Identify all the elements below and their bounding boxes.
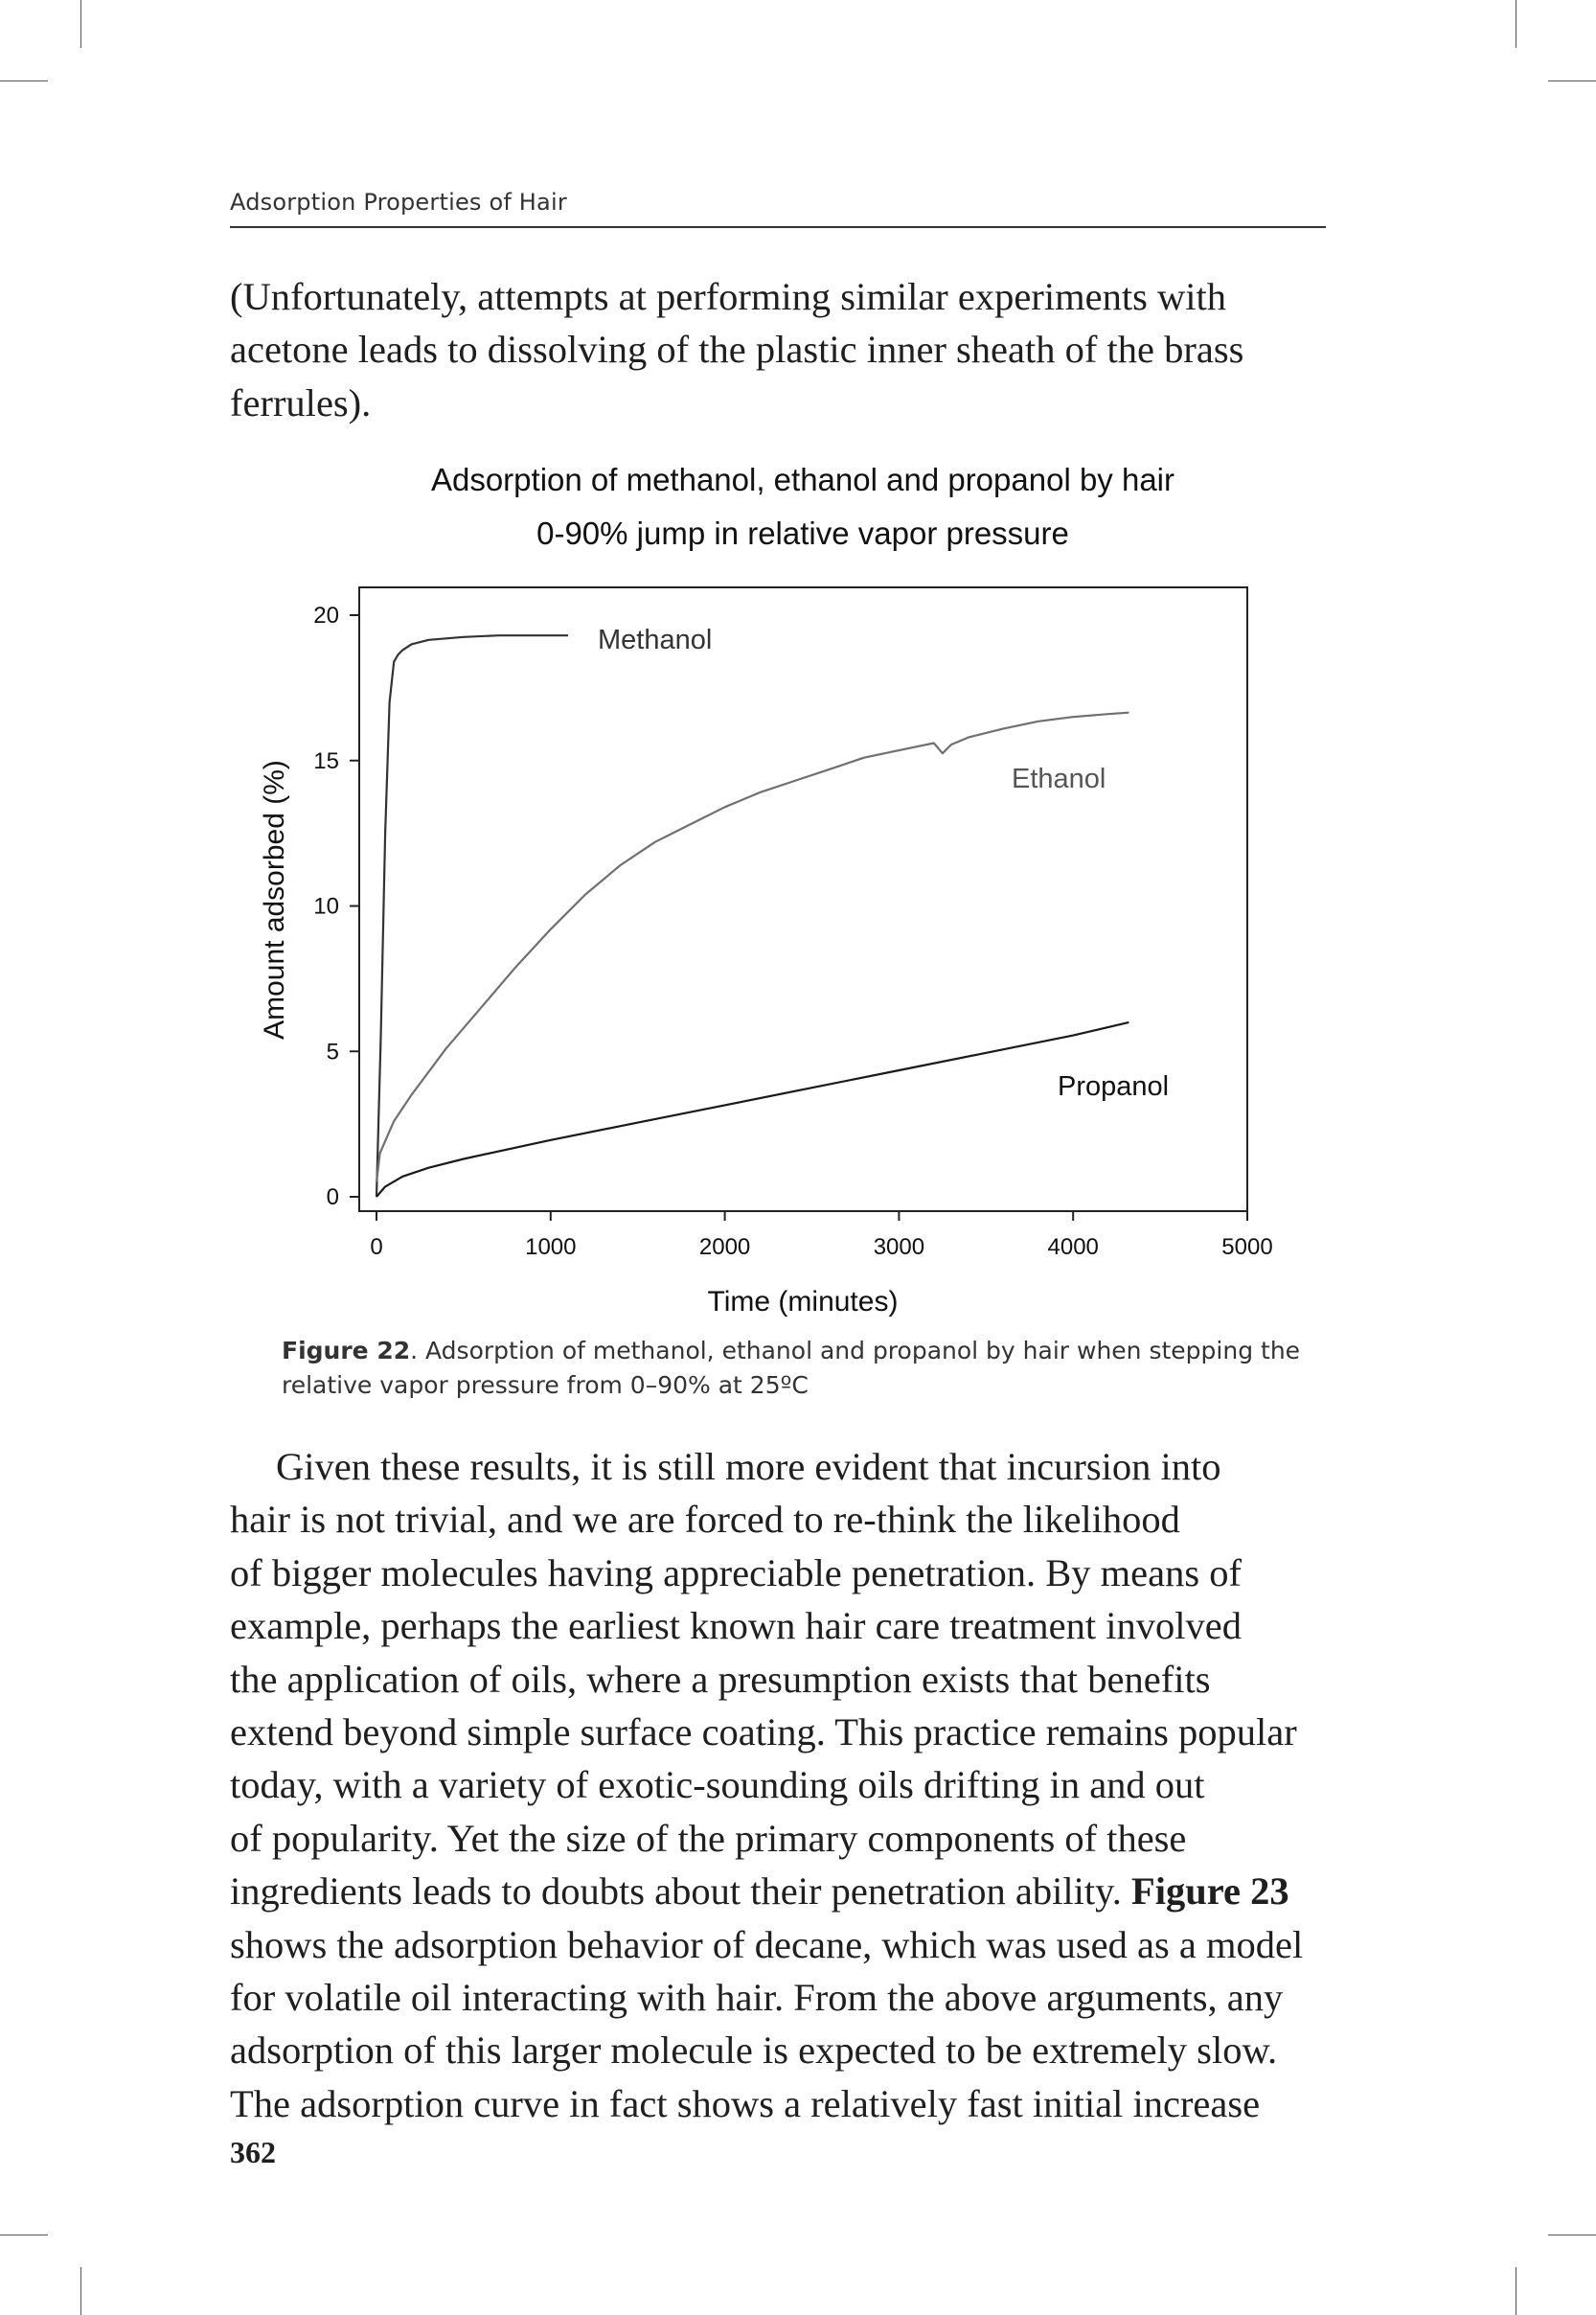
y-tick-label: 10	[313, 893, 339, 920]
chart-title: Adsorption of methanol, ethanol and propanol by hair	[430, 462, 1175, 497]
paragraph-main	[230, 1440, 1332, 2130]
crop-mark	[1548, 80, 1596, 81]
crop-mark	[80, 0, 81, 48]
x-tick-label: 5000	[1221, 1234, 1273, 1260]
plot-frame	[359, 587, 1247, 1211]
y-axis	[313, 603, 359, 1210]
text-line: ferrules).	[230, 380, 372, 424]
caption-line: relative vapor pressure from 0–90% at 25ºC	[282, 1371, 809, 1399]
text-line: example, perhaps the earliest known hair care treatment involved	[230, 1604, 1242, 1648]
figure-caption	[282, 1334, 1335, 1403]
text-line: extend beyond simple surface coating. This practice remains popular	[230, 1710, 1297, 1754]
caption-label: Figure 22	[282, 1337, 411, 1364]
x-tick-label: 0	[370, 1234, 383, 1260]
chart-subtitle: 0-90% jump in relative vapor pressure	[536, 516, 1069, 551]
x-tick-label: 2000	[698, 1234, 751, 1260]
text-line: The adsorption curve in fact shows a relatively fast initial increase	[230, 2081, 1261, 2125]
label-propanol: Propanol	[1058, 1071, 1170, 1102]
adsorption-chart	[0, 441, 1596, 1399]
text-segment: ingredients leads to doubts about their penetration ability.	[230, 1869, 1132, 1914]
text-line: acetone leads to dissolving of the plastic inner sheath of the brass	[230, 328, 1244, 372]
x-tick-label: 1000	[525, 1234, 577, 1260]
text-line: (Unfortunately, attempts at performing similar experiments with	[230, 275, 1226, 318]
page-number: 362	[230, 2135, 276, 2169]
x-tick-label: 3000	[873, 1234, 925, 1260]
text-line: of bigger molecules having appreciable penetration. By means of	[230, 1550, 1243, 1594]
text-line: Given these results, it is still more evident that incursion into	[276, 1445, 1221, 1488]
label-ethanol: Ethanol	[1012, 764, 1106, 794]
text-line: of popularity. Yet the size of the primary components of these	[230, 1816, 1187, 1860]
caption-line	[282, 1334, 1335, 1368]
series-layer	[376, 635, 1129, 1197]
running-head: Adsorption Properties of Hair	[230, 189, 567, 216]
text-line: hair is not trivial, and we are forced to re-think the likelihood	[230, 1498, 1180, 1542]
crop-mark	[80, 2267, 81, 2315]
caption-text: . Adsorption of methanol, ethanol and propanol by hair when stepping the	[410, 1337, 1301, 1364]
text-line: the application of oils, where a presumption exists that benefits	[230, 1657, 1211, 1701]
x-tick-label: 4000	[1047, 1234, 1099, 1260]
paragraph-intro	[230, 270, 1332, 429]
x-axis-label: Time (minutes)	[707, 1286, 899, 1318]
y-tick-label: 15	[313, 747, 339, 774]
y-tick-label: 20	[313, 603, 339, 629]
label-methanol: Methanol	[598, 625, 713, 655]
series-line-propanol	[376, 1022, 1129, 1197]
crop-mark	[0, 80, 48, 81]
text-line: today, with a variety of exotic-sounding oils drifting in and out	[230, 1763, 1205, 1807]
figure-23-reference: Figure 23	[1131, 1869, 1289, 1914]
text-line	[230, 1865, 1332, 1917]
series-line-methanol	[376, 635, 568, 1197]
y-tick-label: 5	[326, 1039, 339, 1066]
x-axis	[370, 1211, 1272, 1260]
header-rule	[230, 226, 1326, 228]
y-axis-label: Amount adsorbed (%)	[259, 760, 290, 1040]
y-tick-label: 0	[326, 1184, 339, 1210]
text-line: adsorption of this larger molecule is expected to be extremely slow.	[230, 2028, 1278, 2073]
text-line: shows the adsorption behavior of decane, which was used as a model	[230, 1922, 1304, 1966]
figure-22	[0, 441, 1596, 1399]
text-line: for volatile oil interacting with hair. From the above arguments, any	[230, 1976, 1284, 2020]
